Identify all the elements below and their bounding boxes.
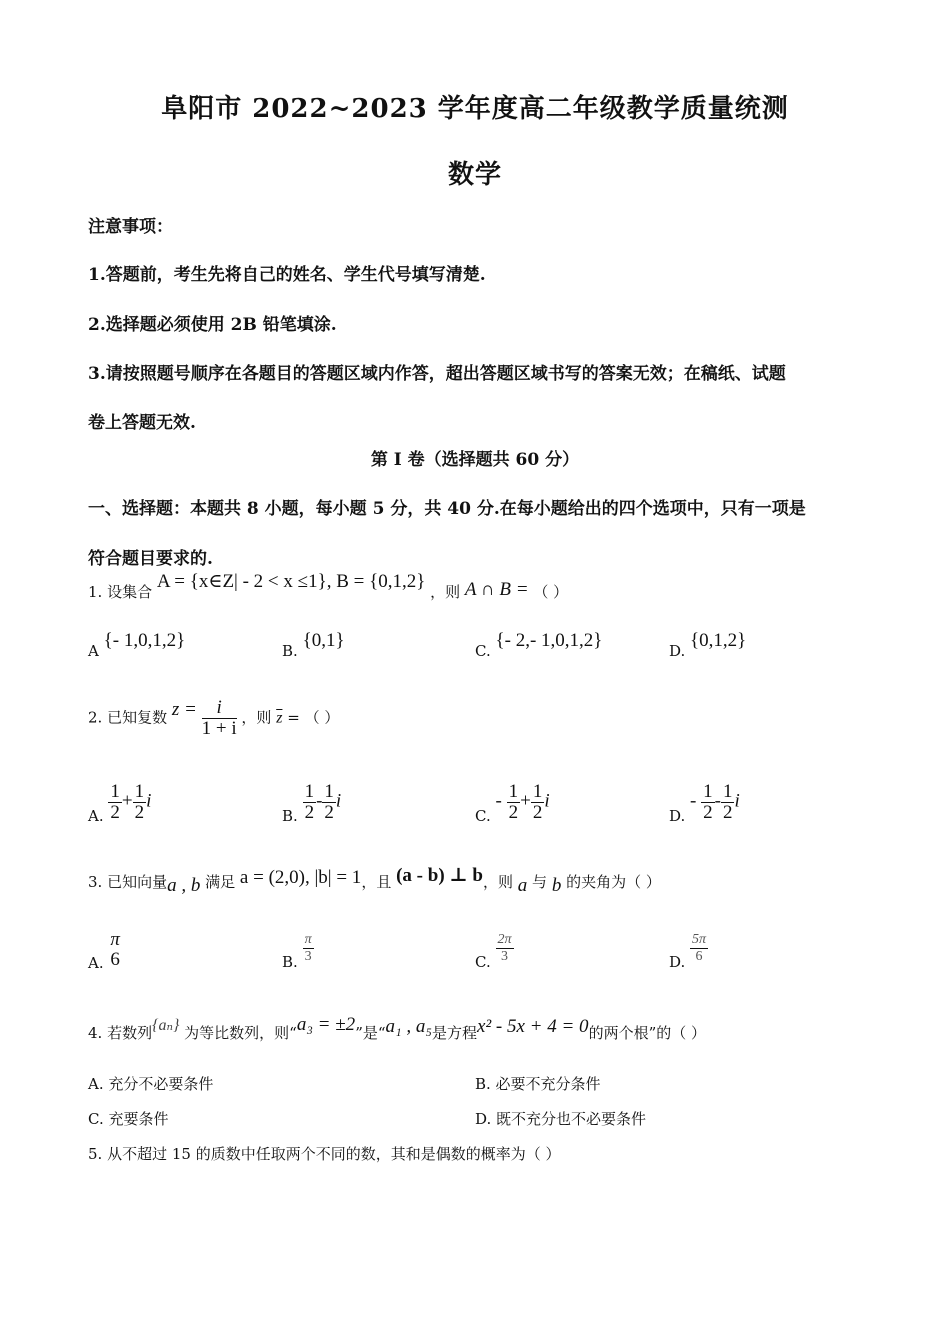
q2-numerator: i	[202, 698, 237, 719]
question-1	[88, 571, 569, 603]
q3-vectors: a , b	[167, 875, 201, 896]
q2-option-b: B. $\frac{1}{2}$ - $\frac{1}{2}$ i	[282, 781, 342, 825]
q4-sequence: {aₙ}	[152, 1017, 180, 1034]
q3-option-b-value: $\frac{\pi}{3}$	[304, 932, 312, 964]
q3-mid2: ，且	[361, 873, 392, 891]
q2-zbar: $\overline{z}$	[276, 709, 283, 727]
q3-mid3: ，则	[482, 873, 513, 891]
q3-b: b	[551, 875, 562, 896]
q2-option-d-op: -	[714, 790, 721, 812]
section-intro-line2: 符合题目要求的.	[88, 549, 213, 569]
q2-option-a-label: A.	[88, 806, 104, 825]
q1-mid: ，则	[430, 583, 461, 601]
q3-prefix: 3. 已知向量	[88, 873, 168, 891]
question-4	[88, 1014, 706, 1044]
volume-heading: 第 I 卷（选择题共 60 分）	[370, 450, 580, 470]
q2-option-a-real: $\frac{1}{2}$	[110, 781, 120, 823]
notice-item-1: 1.答题前，考生先将自己的姓名、学生代号填写清楚.	[88, 265, 486, 285]
notice-item-3-cont: 卷上答题无效.	[88, 413, 196, 433]
q2-option-a-imag: $\frac{1}{2}$	[134, 781, 145, 823]
q3-option-c-label: C.	[475, 952, 491, 971]
q1-option-c-value: {- 2,- 1,0,1,2}	[495, 630, 603, 651]
q2-option-a-op: +	[121, 790, 133, 812]
q3-option-b	[282, 932, 314, 971]
q4-equation: x² - 5x + 4 = 0	[477, 1016, 589, 1037]
q1-option-b: B. {0,1}	[282, 630, 345, 660]
q2-option-b-imag: $\frac{1}{2}$	[324, 781, 334, 823]
q2-denominator: 1 + i	[201, 718, 237, 739]
q4-option-c: C. 充要条件	[88, 1110, 169, 1128]
q4-option-b: B. 必要不充分条件	[475, 1075, 601, 1093]
q4-text2: ”是“	[355, 1024, 386, 1042]
q2-option-c: C. - $\frac{1}{2}$ + $\frac{1}{2}$ i	[475, 781, 550, 825]
q3-option-a-label: A.	[88, 954, 104, 972]
q1-paren: （ ）	[533, 583, 569, 601]
subject-title: 数学	[447, 160, 502, 190]
q2-option-d-sign: -	[690, 790, 697, 812]
q2-mid: ，则	[241, 708, 272, 727]
q4-prefix: 4. 若数列	[88, 1024, 153, 1042]
q2-option-a: A. $\frac{1}{2}$ + $\frac{1}{2}$ i	[88, 781, 152, 825]
q2-option-b-real: $\frac{1}{2}$	[304, 781, 315, 823]
question-2	[88, 698, 339, 739]
q3-option-a-value: π 6	[110, 929, 120, 970]
q3-option-c-value: $\frac{2\pi}{3}$	[497, 932, 512, 964]
q2-prefix: 2. 已知复数	[88, 708, 168, 727]
q3-condition: a = (2,0), |b| = 1	[239, 867, 362, 888]
q3-with: 与	[532, 873, 548, 891]
q4-condition-1: a₃ = ±2	[296, 1014, 356, 1035]
q2-paren: （ ）	[304, 708, 340, 727]
q3-option-c	[475, 932, 514, 971]
page-title: 阜阳市 2022~2023 学年度高二年级教学质量统测	[161, 94, 789, 124]
q4-option-d: D. 既不充分也不必要条件	[475, 1110, 647, 1128]
q4-option-a: A. 充分不必要条件	[88, 1075, 214, 1093]
q2-option-b-op: -	[316, 790, 323, 812]
notice-heading: 注意事项：	[88, 217, 173, 237]
q4-text1: 为等比数列，则“	[184, 1024, 297, 1042]
q4-text4: 的两个根”的（ ）	[588, 1024, 706, 1042]
q2-option-d-real: $\frac{1}{2}$	[703, 781, 713, 823]
q4-condition-2: a₁ , a₅	[385, 1016, 432, 1037]
q2-option-c-real: $\frac{1}{2}$	[508, 781, 519, 823]
question-3	[88, 865, 661, 896]
q1-option-b-value: {0,1}	[302, 630, 345, 651]
q3-option-a	[88, 930, 122, 970]
section-intro-line1: 一、选择题：本题共 8 小题，每小题 5 分，共 40 分.在每小题给出的四个选项中，只有一项是	[88, 499, 806, 519]
q1-option-d: D. {0,1,2}	[669, 630, 747, 660]
q2-option-d-imag: $\frac{1}{2}$	[722, 781, 733, 823]
q1-prefix: 1. 设集合	[88, 583, 153, 601]
q3-option-d	[669, 932, 708, 971]
q2-option-c-sign: -	[495, 790, 502, 812]
q2-option-d: D. - $\frac{1}{2}$ - $\frac{1}{2}$ i	[669, 781, 740, 825]
q3-tail: 的夹角为（ ）	[566, 873, 661, 891]
q2-option-c-op: +	[520, 790, 531, 812]
q1-option-a-value: {- 1,0,1,2}	[103, 630, 186, 651]
q1-option-c: C. {- 2,- 1,0,1,2}	[475, 630, 603, 660]
q2-fraction	[202, 698, 237, 739]
q2-option-c-label: C.	[475, 806, 491, 825]
question-5: 5. 从不超过 15 的质数中任取两个不同的数，其和是偶数的概率为（ ）	[88, 1145, 561, 1163]
q3-perpendicular: (a - b) ⊥ b	[396, 865, 483, 886]
q2-option-c-imag: $\frac{1}{2}$	[532, 781, 543, 823]
q3-option-d-label: D.	[669, 952, 686, 971]
q2-eq: =	[287, 708, 300, 727]
q3-option-d-value: $\frac{5\pi}{6}$	[692, 932, 707, 964]
q3-mid1: 满足	[205, 873, 236, 891]
q2-option-b-label: B.	[282, 806, 298, 825]
q3-a: a	[517, 875, 528, 896]
notice-item-2: 2.选择题必须使用 2B 铅笔填涂.	[88, 315, 337, 335]
q1-option-a: A {- 1,0,1,2}	[88, 630, 186, 660]
q4-text3: 是方程	[432, 1024, 478, 1042]
q1-option-d-value: {0,1,2}	[690, 630, 747, 651]
q3-option-b-label: B.	[282, 952, 298, 971]
notice-item-3: 3.请按照题号顺序在各题目的答题区域内作答，超出答题区域书写的答案无效；在稿纸、试题	[88, 364, 786, 384]
q1-expr: A ∩ B =	[464, 579, 529, 600]
q2-option-d-label: D.	[669, 806, 686, 825]
q2-z: z =	[171, 698, 197, 720]
q1-sets: A = {x∈Z| - 2 < x ≤1}, B = {0,1,2}	[156, 571, 426, 592]
